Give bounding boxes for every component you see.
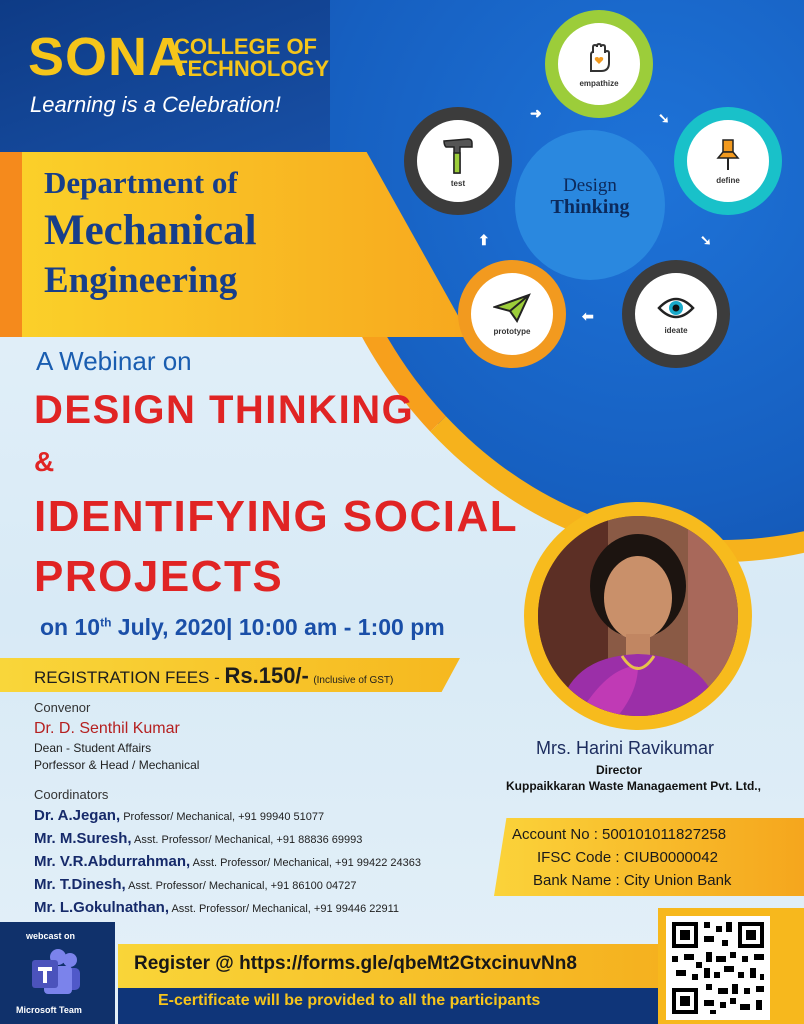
webinar-date-time <box>40 614 445 641</box>
cycle-arrow-icon: ➘ <box>658 110 670 126</box>
department-accent-strip <box>0 152 22 337</box>
design-thinking-cycle <box>400 10 780 380</box>
webinar-title-ampersand: & <box>34 446 56 477</box>
department-title <box>44 162 257 304</box>
speaker-name: Mrs. Harini Ravikumar <box>536 738 715 758</box>
coordinator-row <box>34 899 399 917</box>
coordinator-detail: Asst. Professor/ Mechanical, +91 88836 69993 <box>131 834 363 846</box>
coordinator-name: Dr. A.Jegan, <box>34 807 121 824</box>
coordinator-row <box>34 876 357 894</box>
coordinator-detail: Asst. Professor/ Mechanical, +91 86100 04727 <box>125 880 357 892</box>
stage-prototype <box>458 260 566 368</box>
hand-heart-icon <box>582 41 616 75</box>
logo-sub-text <box>174 36 329 80</box>
coordinator-row <box>34 853 421 871</box>
stage-label: ideate <box>664 325 688 335</box>
logo-sub-line-2: TECHNOLOGY <box>174 56 330 81</box>
cycle-center-line-2: Thinking <box>550 196 630 218</box>
webinar-title-line-2: IDENTIFYING SOCIAL <box>34 492 519 541</box>
stage-define <box>674 107 782 215</box>
logo-sub-line-1: COLLEGE OF <box>174 34 317 59</box>
coordinator-detail: Asst. Professor/ Mechanical, +91 99446 22911 <box>169 903 400 915</box>
department-line-1: Department of <box>44 165 238 200</box>
coordinator-row <box>34 807 324 825</box>
speaker-organization: Kuppaikkaran Waste Managaement Pvt. Ltd., <box>506 779 761 793</box>
teams-caption-top: webcast on <box>26 931 76 941</box>
coordinator-name: Mr. M.Suresh, <box>34 830 132 847</box>
convenor-heading: Convenor <box>34 700 91 715</box>
coordinator-detail: Professor/ Mechanical, +91 99940 51077 <box>120 811 325 823</box>
department-line-2: Mechanical <box>44 207 257 254</box>
hammer-icon <box>440 135 476 175</box>
cycle-center-label <box>530 176 650 218</box>
pushpin-icon <box>713 138 743 172</box>
cycle-arrow-icon: ➘ <box>700 232 712 248</box>
registration-link[interactable]: Register @ https://forms.gle/qbeMt2GtxcinuvNn8 <box>134 953 577 974</box>
bank-name: Bank Name : City Union Bank <box>533 872 732 889</box>
date-prefix: on 10 <box>40 614 101 640</box>
bank-account-number: Account No : 500101011827258 <box>512 826 727 843</box>
college-tagline: Learning is a Celebration! <box>30 92 281 117</box>
bank-ifsc-code: IFSC Code : CIUB0000042 <box>537 849 718 866</box>
qr-code-icon[interactable] <box>666 916 770 1020</box>
coordinator-name: Mr. V.R.Abdurrahman, <box>34 853 191 870</box>
eye-icon <box>657 294 695 322</box>
registration-amount: Rs.150/- <box>224 663 309 688</box>
stage-label: prototype <box>493 326 531 336</box>
registration-label: REGISTRATION FEES - <box>34 668 225 687</box>
date-suffix: th <box>100 615 112 630</box>
logo-main-text: SONA <box>28 27 189 87</box>
stage-label: define <box>716 175 740 185</box>
coordinator-detail: Asst. Professor/ Mechanical, +91 99422 24363 <box>190 857 421 869</box>
webinar-intro: A Webinar on <box>36 346 192 376</box>
microsoft-teams-icon <box>30 948 82 998</box>
date-rest: July, 2020| 10:00 am - 1:00 pm <box>111 614 445 640</box>
stage-label: empathize <box>579 78 619 88</box>
cycle-arrow-icon: ➜ <box>530 105 542 121</box>
stage-test <box>404 107 512 215</box>
stage-empathize <box>545 10 653 118</box>
ecertificate-note: E-certificate will be provided to all the participants <box>158 992 541 1009</box>
stage-ideate <box>622 260 730 368</box>
cycle-center-line-1: Design <box>563 175 617 196</box>
speaker-role: Director <box>596 763 643 777</box>
cycle-arrow-icon: ⬅ <box>582 308 594 324</box>
convenor-name: Dr. D. Senthil Kumar <box>34 720 180 737</box>
stage-label: test <box>450 178 466 188</box>
speaker-portrait <box>538 516 738 716</box>
coordinator-name: Mr. L.Gokulnathan, <box>34 899 170 916</box>
registration-note: (Inclusive of GST) <box>313 675 394 686</box>
department-line-3: Engineering <box>44 260 238 301</box>
webinar-title-line-1: DESIGN THINKING <box>34 388 415 432</box>
cycle-arrow-icon: ⬆ <box>478 232 490 248</box>
coordinators-heading: Coordinators <box>34 787 109 802</box>
teams-caption-bottom: Microsoft Team <box>16 1005 82 1015</box>
coordinator-name: Mr. T.Dinesh, <box>34 876 126 893</box>
speaker-photo <box>538 516 738 716</box>
coordinator-row <box>34 830 362 848</box>
convenor-role-2: Porfessor & Head / Mechanical <box>34 758 200 772</box>
registration-fees <box>34 663 393 689</box>
webinar-title-line-3: PROJECTS <box>34 552 284 601</box>
paper-plane-icon <box>493 293 531 323</box>
convenor-role-1: Dean - Student Affairs <box>34 741 152 755</box>
